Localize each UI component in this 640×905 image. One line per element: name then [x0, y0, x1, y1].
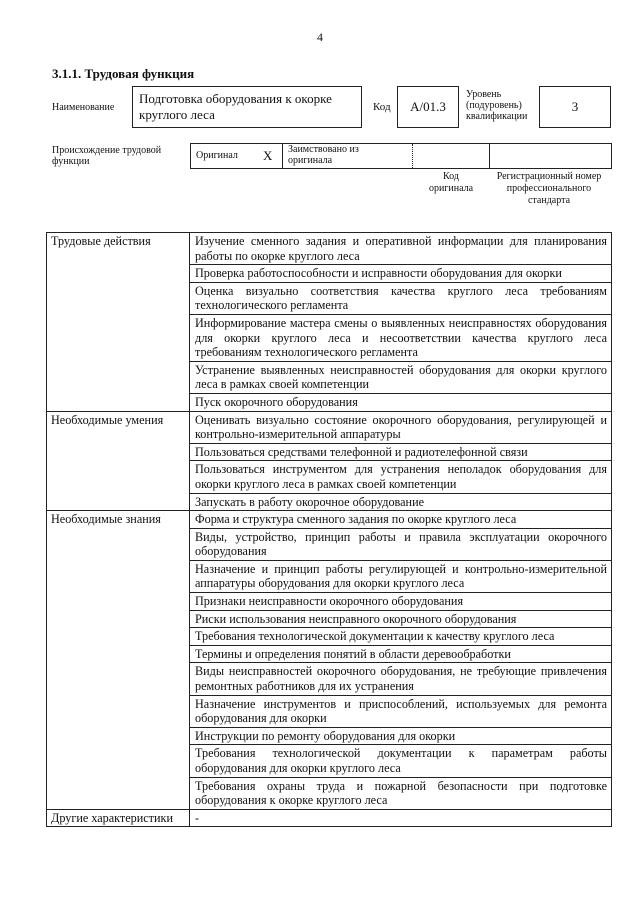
table-cell: Назначение и принцип работы регулирующей и контрольно-измерительной аппаратуры оборудования для окорки круглого леса — [190, 560, 612, 592]
table-cell: Риски использования неисправного окорочного оборудования — [190, 610, 612, 628]
table-cell: Виды, устройство, принцип работы и правила эксплуатации окорочного оборудования — [190, 528, 612, 560]
table-row — [47, 511, 612, 529]
labor-function-name: Подготовка оборудования к окорке круглого леса — [132, 86, 362, 128]
table-cell: - — [190, 809, 612, 827]
level-label: Уровень (подуровень) квалификации — [466, 89, 528, 122]
code-original-caption: Код оригинала — [428, 171, 474, 194]
knowledge-label: Необходимые знания — [47, 511, 190, 810]
table-cell: Запускать в работу окорочное оборудование — [190, 493, 612, 511]
code-value: A/01.3 — [397, 86, 459, 128]
table-cell: Термины и определения понятий в области деревообработки — [190, 645, 612, 663]
borrowed-label: Заимствовано из оригинала — [288, 144, 359, 166]
borrowed-cell — [282, 144, 412, 168]
table-cell: Изучение сменного задания и оперативной информации для планирования работы по окорке круглого леса — [190, 233, 612, 265]
section-title: 3.1.1. Трудовая функция — [52, 66, 195, 81]
table-cell: Виды неисправностей окорочного оборудования, не требующие привлечения ремонтных работников для их устранения — [190, 663, 612, 695]
level-value: 3 — [539, 86, 611, 128]
table-cell: Требования технологической документации к параметрам работы оборудования для окорки круглого леса — [190, 745, 612, 777]
table-cell: Инструкции по ремонту оборудования для окорки — [190, 727, 612, 745]
reg-number-caption: Регистрационный номер профессионального стандарта — [496, 171, 602, 206]
gap-cell — [412, 144, 489, 168]
original-cell — [190, 144, 282, 168]
table-cell: Пользоваться средствами телефонной и радиотелефонной связи — [190, 443, 612, 461]
name-label: Наименование — [52, 102, 115, 113]
original-mark: X — [263, 148, 273, 163]
code-original-cell — [489, 144, 612, 168]
table-cell: Информирование мастера смены о выявленных неисправностях оборудования для окорки круглого леса и несоответствии качества круглого леса требованиям технологического регламента — [190, 314, 612, 361]
table-cell: Требования охраны труда и пожарной безопасности при подготовке оборудования к окорке круглого леса — [190, 777, 612, 809]
table-cell: Признаки неисправности окорочного оборудования — [190, 593, 612, 611]
table-cell: Устранение выявленных неисправностей оборудования для окорки круглого леса в рамках своей компетенции — [190, 361, 612, 393]
table-cell: Проверка работоспособности и исправности оборудования для окорки — [190, 265, 612, 283]
labor-actions-label: Трудовые действия — [47, 233, 190, 412]
table-row — [47, 411, 612, 443]
table-cell: Пуск окорочного оборудования — [190, 393, 612, 411]
original-label: Оригинал — [196, 150, 238, 161]
table-cell: Назначение инструментов и приспособлений, используемых для ремонта оборудования для окорки — [190, 695, 612, 727]
code-label: Код — [373, 101, 391, 113]
table-cell: Форма и структура сменного задания по окорке круглого леса — [190, 511, 612, 529]
other-label: Другие характеристики — [47, 809, 190, 827]
origin-label: Происхождение трудовой функции — [52, 145, 162, 167]
table-row — [47, 809, 612, 827]
table-cell: Оценка визуально соответствия качества круглого леса требованиям технологического регламента — [190, 282, 612, 314]
table-row — [47, 233, 612, 265]
table-cell: Требования технологической документации к качеству круглого леса — [190, 628, 612, 646]
table-cell: Оценивать визуально состояние окорочного оборудования, регулирующей и контрольно-измерительной аппаратуры — [190, 411, 612, 443]
table-cell: Пользоваться инструментом для устранения неполадок оборудования для окорки круглого леса в рамках своей компетенции — [190, 461, 612, 493]
page-number: 4 — [317, 30, 323, 44]
skills-label: Необходимые умения — [47, 411, 190, 511]
origin-row — [190, 143, 612, 169]
labor-function-table — [46, 232, 612, 827]
